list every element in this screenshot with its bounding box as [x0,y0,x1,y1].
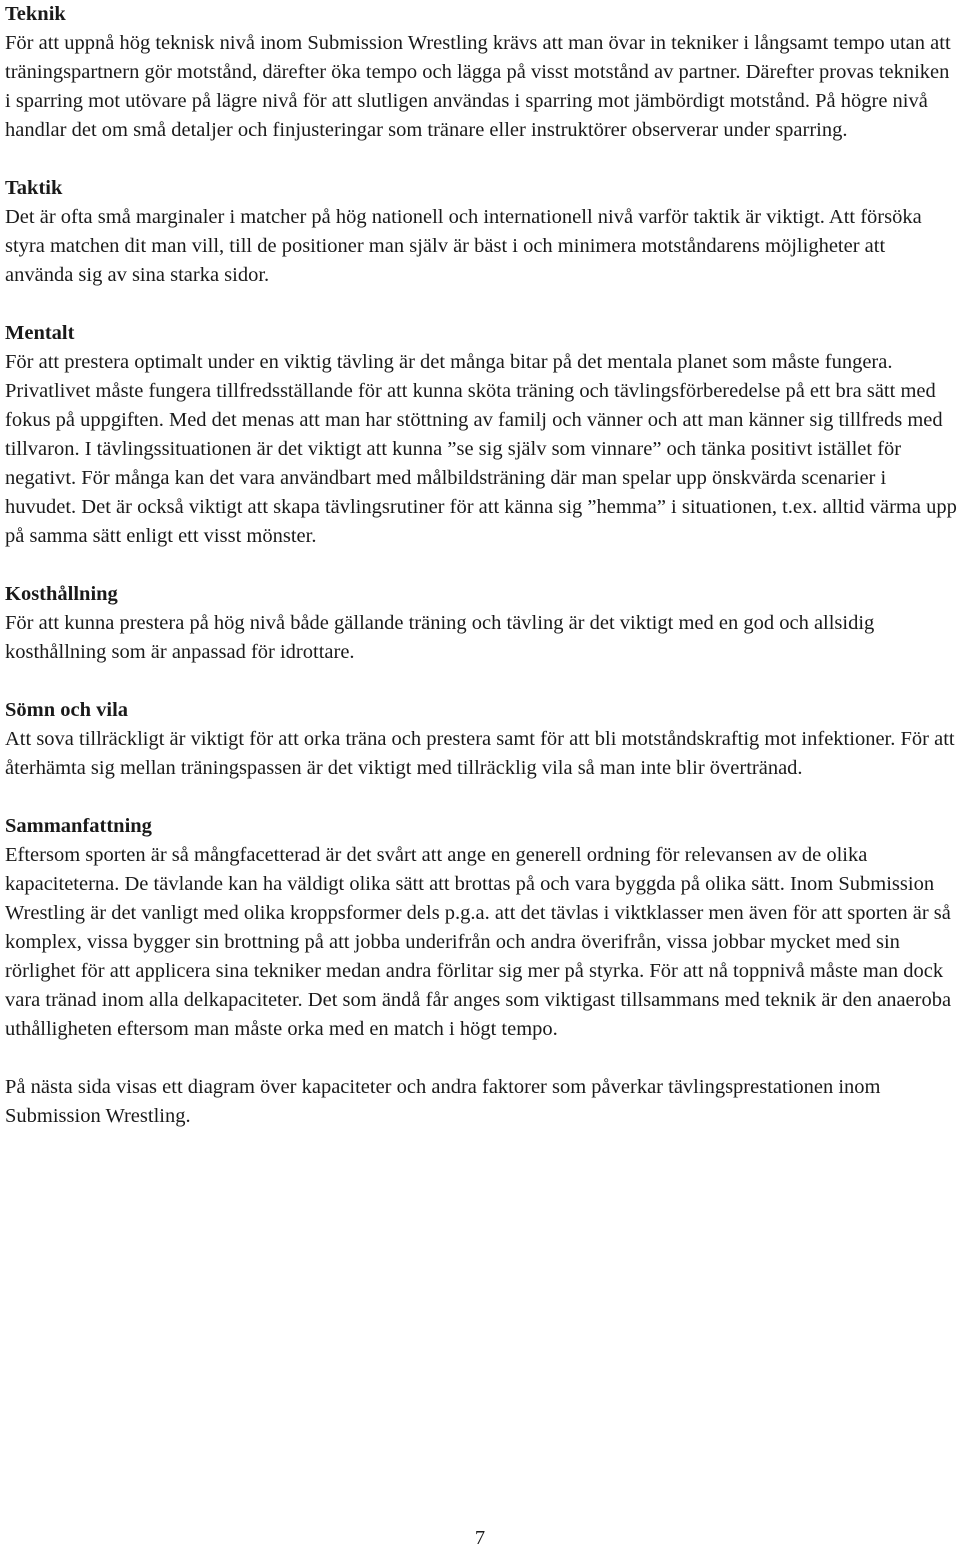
section-mentalt [5,319,957,551]
section-heading: Teknik [5,3,66,25]
section-body: För att prestera optimalt under en viktig tävling är det många bitar på det mentala planet som måste fungera. Privatlivet måste fungera tillfredsställande för att kunna sköta träning och tävlingsförberedelse på ett bra sätt med fokus på uppgiften. Med det menas att man har stöttning av familj och vänner och att man känner sig tillfreds med tillvaron. I tävlingssituationen är det viktigt att kunna ”se sig själv som vinnare” och tänka positivt istället för negativt. För många kan det vara användbart med målbildsträning där man spelar upp önskvärda scenarier i huvudet. Det är också viktigt att skapa tävlingsrutiner för att känna sig ”hemma” i situationen, t.ex. alltid värma upp på samma sätt enligt ett visst mönster. [5,351,957,547]
section-heading: Sammanfattning [5,815,152,837]
section-heading: Kosthållning [5,583,118,605]
closing-paragraph: På nästa sida visas ett diagram över kapaciteter och andra faktorer som påverkar tävlingsprestationen inom Submission Wrestling. [5,1076,881,1127]
document-page [5,0,957,1131]
section-taktik [5,174,957,290]
section-sammanfattning [5,812,957,1044]
section-body: För att uppnå hög teknisk nivå inom Submission Wrestling krävs att man övar in tekniker i långsamt tempo utan att träningspartnern gör motstånd, därefter öka tempo och lägga på visst motstånd av partner. Därefter provas tekniken i sparring mot utövare på lägre nivå för att slutligen användas i sparring mot jämbördigt motstånd. På högre nivå handlar det om små detaljer och finjusteringar som tränare eller instruktörer observerar under sparring. [5,32,951,141]
section-body: Att sova tillräckligt är viktigt för att orka träna och prestera samt för att bli motståndskraftig mot infektioner. För att återhämta sig mellan träningspassen är det viktigt med tillräcklig vila så man inte blir övertränad. [5,728,955,779]
section-teknik [5,0,957,145]
section-somn-och-vila [5,696,957,783]
section-body: Eftersom sporten är så mångfacetterad är det svårt att ange en generell ordning för relevansen av de olika kapaciteterna. De tävlande kan ha väldigt olika sätt att brottas på och vara byggda på olika sätt. Inom Submission Wrestling är det vanligt med olika kroppsformer dels p.g.a. att det tävlas i viktklasser men även för att sporten är så komplex, vissa bygger sin brottning på att jobba underifrån och andra överifrån, vissa jobbar mycket med sin rörlighet för att applicera sina tekniker medan andra förlitar sig mer på styrka. För att nå toppnivå måste man dock vara tränad inom alla delkapaciteter. Det som ändå får anges som viktigast tillsammans med teknik är den anaeroba uthålligheten eftersom man måste orka med en match i högt tempo. [5,844,952,1040]
section-heading: Mentalt [5,322,75,344]
section-heading: Sömn och vila [5,699,129,721]
section-body: För att kunna prestera på hög nivå både gällande träning och tävling är det viktigt med en god och allsidig kosthållning som är anpassad för idrottare. [5,612,875,663]
closing-section [5,1073,957,1131]
section-heading: Taktik [5,177,63,199]
section-body: Det är ofta små marginaler i matcher på hög nationell och internationell nivå varför taktik är viktigt. Att försöka styra matchen dit man vill, till de positioner man själv är bäst i och minimera motståndarens möjligheter att använda sig av sina starka sidor. [5,206,922,286]
page-number: 7 [474,1527,486,1549]
section-kosthallning [5,580,957,667]
